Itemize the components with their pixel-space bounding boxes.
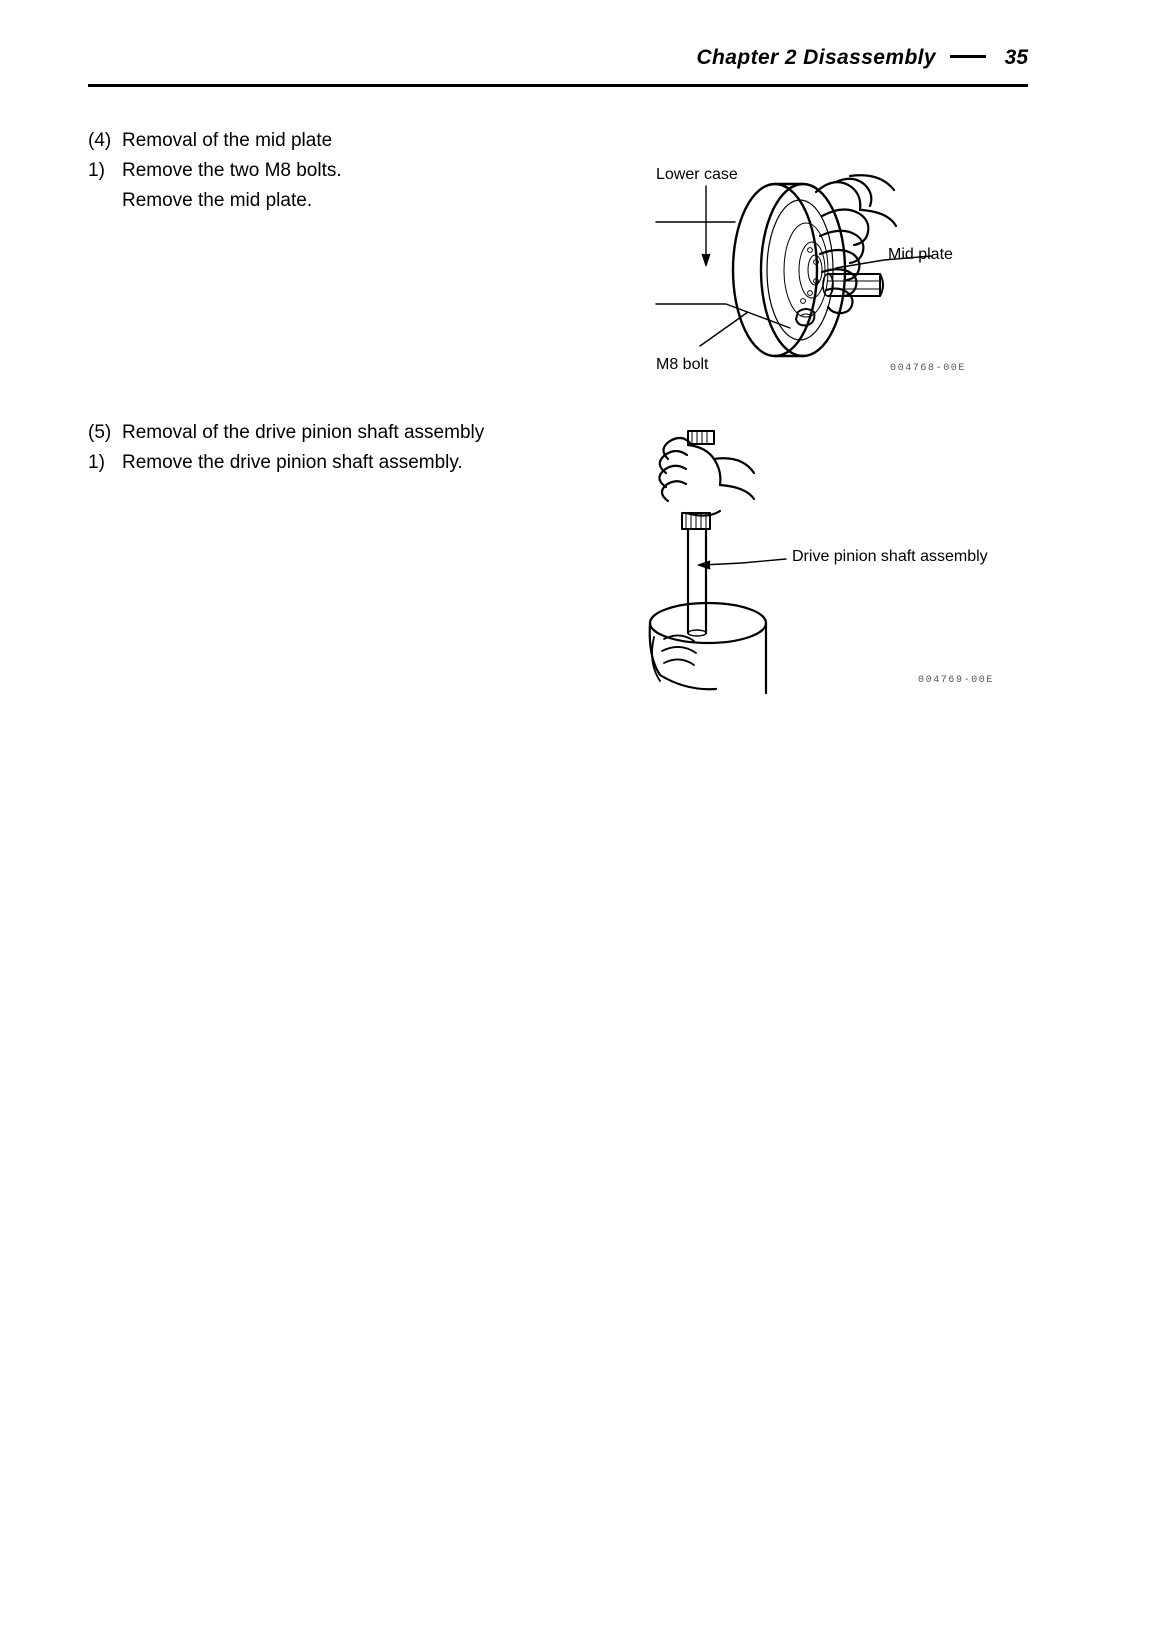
step-text: Remove the two M8 bolts. xyxy=(122,160,342,181)
figure-drive-pinion-shaft-removal xyxy=(640,425,1040,710)
step-item xyxy=(88,186,608,216)
header-text-group xyxy=(696,46,1028,70)
section-heading-marker: (5) xyxy=(88,422,112,443)
page-header xyxy=(88,46,1028,92)
figure-label-drive-pinion-shaft-assembly: Drive pinion shaft assembly xyxy=(792,548,988,565)
section-heading-text: Removal of the mid plate xyxy=(122,130,333,151)
step-item xyxy=(88,448,608,478)
figure-reference-code: 004768-00E xyxy=(890,363,967,374)
section-heading-marker: (4) xyxy=(88,130,112,151)
page-number: 35 xyxy=(1004,46,1028,69)
section-heading-text: Removal of the drive pinion shaft assembly xyxy=(122,422,485,443)
header-divider xyxy=(88,84,1028,87)
figure-label-mid-plate: Mid plate xyxy=(888,246,953,263)
chapter-title: Chapter 2 Disassembly xyxy=(696,46,936,69)
section-heading xyxy=(88,418,608,448)
figure-mid-plate-removal xyxy=(640,150,1040,395)
figure-reference-code: 004769-00E xyxy=(918,675,995,686)
section-removal-of-mid-plate xyxy=(88,126,608,216)
step-text: Remove the mid plate. xyxy=(122,190,313,211)
step-marker: 1) xyxy=(88,160,105,181)
step-text: Remove the drive pinion shaft assembly. xyxy=(122,452,463,473)
section-heading xyxy=(88,126,608,156)
figure-label-lower-case: Lower case xyxy=(656,166,738,183)
header-dash-rule xyxy=(950,55,986,58)
step-item xyxy=(88,156,608,186)
section-removal-of-drive-pinion-shaft-assembly xyxy=(88,418,608,478)
step-marker: 1) xyxy=(88,452,105,473)
figure-label-m8-bolt: M8 bolt xyxy=(656,356,709,373)
figure-drive-pinion-shaft-illustration xyxy=(640,425,1040,710)
